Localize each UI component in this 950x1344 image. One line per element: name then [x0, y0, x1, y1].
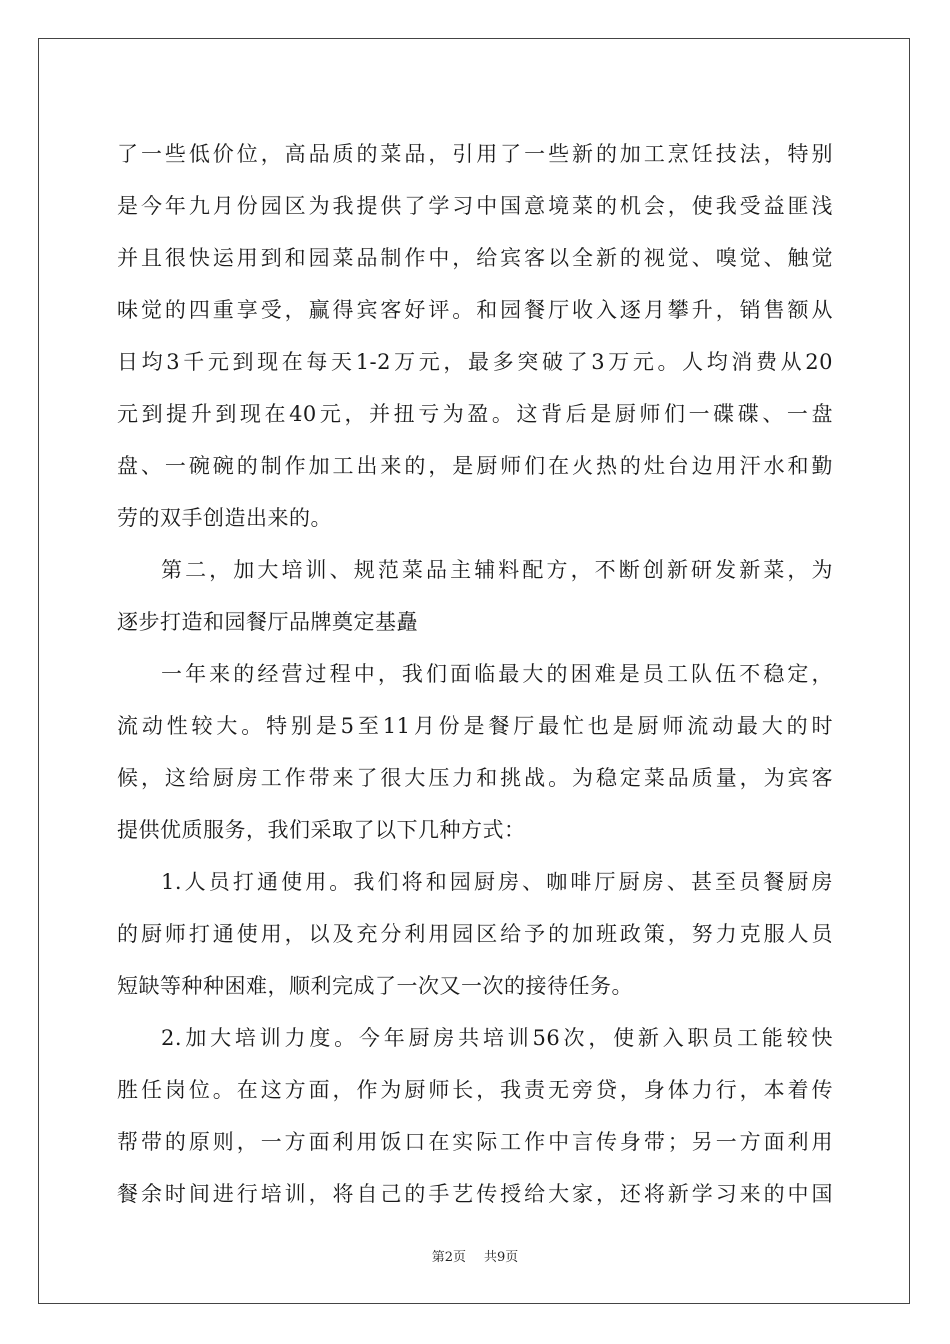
text-line: 胜任岗位。在这方面，作为厨师长，我责无旁贷，身体力行，本着传: [117, 1078, 833, 1102]
text-line: 是今年九月份园区为我提供了学习中国意境菜的机会，使我受益匪浅: [117, 194, 833, 218]
text-line: 2.加大培训力度。今年厨房共培训56次，使新入职员工能较快: [161, 1026, 833, 1050]
text-line: 逐步打造和园餐厅品牌奠定基矗: [117, 610, 418, 634]
text-line: 味觉的四重享受，赢得宾客好评。和园餐厅收入逐月攀升，销售额从: [117, 298, 833, 322]
text-line: 盘、一碗碗的制作加工出来的，是厨师们在火热的灶台边用汗水和勤: [117, 454, 833, 478]
text-line: 餐余时间进行培训，将自己的手艺传授给大家，还将新学习来的中国: [117, 1182, 833, 1206]
text-line: 的厨师打通使用，以及充分利用园区给予的加班政策，努力克服人员: [117, 922, 833, 946]
text-line: 劳的双手创造出来的。: [117, 506, 332, 530]
text-line: 第二，加大培训、规范菜品主辅料配方，不断创新研发新菜，为: [161, 558, 833, 582]
text-line: 元到提升到现在40元，并扭亏为盈。这背后是厨师们一碟碟、一盘: [117, 402, 833, 426]
text-line: 帮带的原则，一方面利用饭口在实际工作中言传身带；另一方面利用: [117, 1130, 833, 1154]
text-line: 了一些低价位，高品质的菜品，引用了一些新的加工烹饪技法，特别: [117, 142, 833, 166]
text-line: 候，这给厨房工作带来了很大压力和挑战。为稳定菜品质量，为宾客: [117, 766, 833, 790]
document-body: [117, 128, 833, 1220]
text-line: 日均3千元到现在每天1-2万元，最多突破了3万元。人均消费从20: [117, 350, 833, 374]
text-line: 并且很快运用到和园菜品制作中，给宾客以全新的视觉、嗅觉、触觉: [117, 246, 833, 270]
text-line: 一年来的经营过程中，我们面临最大的困难是员工队伍不稳定，: [161, 662, 833, 686]
page-total: 共9页: [484, 1250, 519, 1265]
text-line: 流动性较大。特别是5至11月份是餐厅最忙也是厨师流动最大的时: [117, 714, 833, 738]
text-line: 1.人员打通使用。我们将和园厨房、咖啡厅厨房、甚至员餐厨房: [161, 870, 833, 894]
text-line: 提供优质服务，我们采取了以下几种方式：: [117, 818, 526, 842]
page-number: 第2页: [431, 1250, 466, 1265]
text-line: 短缺等种种困难，顺利完成了一次又一次的接待任务。: [117, 974, 633, 998]
page-footer: [0, 1246, 950, 1265]
